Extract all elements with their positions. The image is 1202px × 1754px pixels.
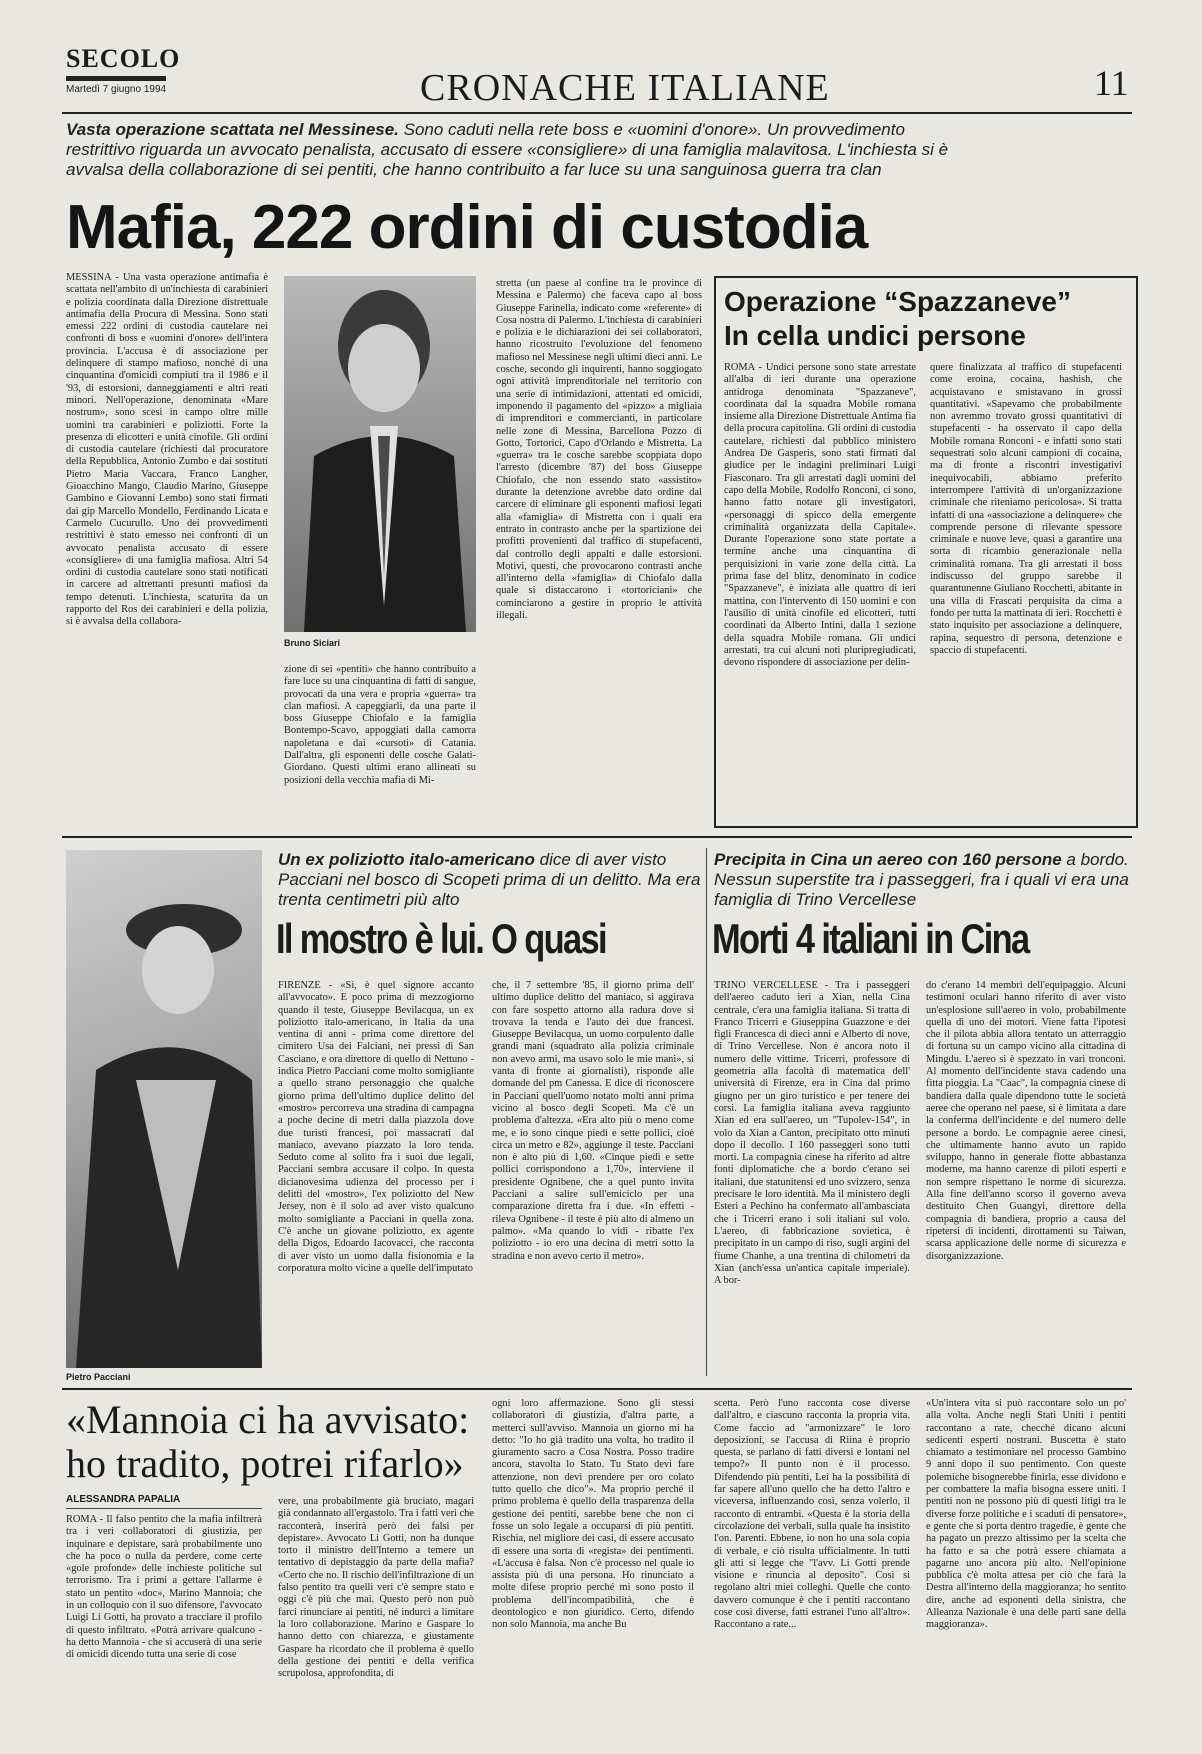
lower-rule [62, 1388, 1132, 1390]
lead-kicker [66, 120, 956, 180]
cina-kicker [714, 850, 1134, 910]
mannoia-column-4: scetta. Però l'uno racconta cose diverse dall'altro, e ciascuno racconta la propria vita. Come faccio ad "armonizzare" le loro deposizioni, se l'accusa di Riina è proprio questa, se parlano di fatti diversi e lontani nel tempo?» Il punto non è il processo. Difendendo più pentiti, Lei ha la possibilità di far sapere all'uno quello che ha detto l'altro e viceversa, influenzando così, senza volerlo, il racconto di entrambi. «Questa è la storia della circolazione dei verbali, sulla quale ha insistito l'on. Parenti. Ebbene, io non ho una sola copia di verbale, e ciò risulta ufficialmente. In tutti gli atti si legge che "l'avv. Li Gotti prende visione e rinuncia al deposito". Così si regolano altri miei colleghi. Quelle che conto davvero comunque è che i pentiti raccontano cose così diverse, fatti estranei l'uno all'altro». Raccontano a rate... [714, 1398, 910, 1631]
mostro-headline: Il mostro è lui. O quasi [276, 915, 606, 962]
mannoia-column-3: ogni loro affermazione. Sono gli stessi collaboratori di giustizia, d'altra parte, a metterci sull'avviso. Mannoia un giorno mi ha detto: "Io ho già tradito una volta, ho tradito il giuramento sacro a Cosa Nostra. Posso tradire ancora, stavolta lo Stato. Tu Stato devi fare attenzione, non devi prendere per oro colato tutto quello che dico"». Ma proprio perché il primo problema è quello della trasparenza della gestione dei pentiti, sarebbe bene che non ci fosse un solo legale a occuparsi di più pentiti. Rischia, nel migliore dei casi, di essere accusato di essere una sorta di «regista» dei pentimenti. «L'accusa è falsa. Non c'è processo nel quale io assista più di una persona. Ho rinunciato a molte difese proprio perché mi sono posto il problema dell'incompatibilità, che è deontologico e non giuridico. Certo, difendo non solo Mannoia, ma anche Bu [492, 1398, 694, 1631]
mannoia-column-5: «Un'intera vita si può raccontare solo un po' alla volta. Anche negli Stati Uniti i pentiti raccontano a rate, checché dicano alcuni sedicenti esperti nostrani. Buscetta è stato chiamato a testimoniare nel processo Gambino 9 anni dopo il suo pentimento. Con queste polemiche bisognerebbe finirla, esse dividono e per combattere la mafia bisogna essere uniti. I pentiti non ne possono più di questi litigi tra le diverse forze politiche e i scaduti di pensatore», e gente che si porta dentro tragedie, è gente che ha pagato un prezzo altissimo per la scelta che ha fatto e sa che potrà essere chiamata a pagarne uno ancora più alto. Nell'opinione pubblica c'è molta attesa per ciò che farà la Destra all'interno della maggioranza; ho sentito dire, anche ad esponenti della sinistra, che Alleanza Nazionale è una delle parti sane della maggioranza». [926, 1398, 1126, 1631]
masthead-bar [66, 76, 166, 81]
section-title: CRONACHE ITALIANE [420, 67, 830, 109]
mostro-kicker [278, 850, 708, 910]
cina-kicker-bold: Precipita in Cina un aereo con 160 persone [714, 850, 1062, 869]
photo-caption-siciari: Bruno Siciari [284, 638, 341, 648]
lead-column-3: stretta (un paese al confine tra le province di Messina e Palermo) che faceva capo al boss Giuseppe Farinella, indicato come «referente» di Cosa nostra di Palermo. L'inchiesta di carabinieri e polizia e le dichiarazioni dei sei collaboratori, hanno ricostruito l'evoluzione del fenomeno mafioso nel Messinese negli ultimi dieci anni. Le cosche, secondo gli inquirenti, hanno soggiogato ogni attività imprenditoriale nel territorio con una serie di intimidazioni, attentati ed omicidi, imponendo il pagamento del «pizzo» a migliaia di imprenditori e commercianti, in particolare nelle zone di Messina, Barcellona Pozzo di Gotto, Tortorici, Capo d'Orlando e Mistretta. La «guerra» tra le cosche sarebbe scoppiata dopo l'arresto (dicembre '87) del boss Giuseppe Chiofalo, che non essendo stato «assistito» durante la detenzione avrebbe dato ordine dal carcere di eliminare gli esponenti mafiosi legati alla «famiglia» di Mistretta con i quali era entrato in contrasto anche per la spartizione dei profitti provenienti dal traffico di stupefacenti, dal controllo degli appalti e dalle estorsioni. Motivi, questi, che provocarono contrasti anche all'interno della «famiglia» di Chiofalo dalla quale si distaccarono i «tortoriciani» che cominciarono a gestire in proprio le attività illegali. [496, 278, 702, 622]
cina-headline: Morti 4 italiani in Cina [712, 915, 1029, 962]
photo-bruno-siciari [284, 276, 476, 632]
spazzaneve-column-2: quere finalizzata al traffico di stupefacenti come eroina, cocaina, hashish, che acquistavano e smistavano in grossi quantitativi. «Sapevamo che probabilmente non avremmo trovato grossi quantitativi di stupefacenti - ha osservato il capo della Mobile romana Ronconi - e infatti sono stati sequestrati solo alcuni campioni di cocaina, ma di fronte a riscontri investigativi inequivocabili, abbiamo preferito interrompere l'attività di un'organizzazione criminale che riteniamo pericolosa». Si tratta infatti di una «associazione a delinquere» che comprende persone di rilevante spessore criminale e nuove leve, quasi a garantire una sorta di ricambio generazionale nella criminalità romana. Tra gli arrestati il boss indiscusso del gruppo sarebbe il quarantunenne Giuliano Rocchetti, abitante in una villa di Frascati perquisita da cima a fondo per tutta la mattinata di ieri. Rocchetti è stato inquisito per associazione a delinquere, rapina, sequestro di persona, detenzione e spaccio di stupefacenti. [930, 362, 1122, 656]
spazzaneve-title-1: Operazione “Spazzaneve” [724, 286, 1072, 317]
mostro-kicker-bold: Un ex poliziotto italo-americano [278, 850, 535, 869]
mid-rule [62, 836, 1132, 838]
photo-pietro-pacciani [66, 850, 262, 1368]
mannoia-column-1: ROMA - Il falso pentito che la mafia infiltrerà tra i veri collaboratori di giustizia, per inquinare e depistare, sarà probabilmente uno che ha poco o nulla da perdere, come certe «gole profonde» delle inchieste politiche sul terrorismo. Tra i primi a gettare l'allarme è stato un pentito «doc», Marino Mannoia; che in un colloquio con il suo difensore, l'avvocato Luigi Li Gotti, ha provato a tracciare il profilo di questo infiltrato. «Potrà arrivare qualcuno - ha detto Mannoia - che si accuserà di una serie di omicidi dicendo tutta una serie di cose [66, 1514, 262, 1661]
mostro-column-2: che, il 7 settembre '85, il giorno prima dell' ultimo duplice delitto del maniaco, si aggirava con fare sospetto attorno alla radura dove si trovava la tenda e l'auto dei due francesi. Giuseppe Bevilacqua, un uomo corpulento dalle grandi mani (squadrato alla polizia criminale non avevo armi, ma usavo solo le mie mani», si vanta di fronte ai giornalisti), risponde alle domande del pm Canessa. E dice di riconoscere in Pacciani quell'uomo notato molti anni prima vicino al bosco degli Scopeti. Ma c'è un problema d'altezza. «Era alto più o meno come me, e io sono cinque piedi e sette pollici, cioè circa un metro e 82», aggiunge il teste. Pacciani non è alto più di 1,60. «Cinque piedi e sette pollici corrispondono a 1,70», interviene il presidente Ognibene, che a quel punto invita Pacciani a salire sull'emiciclo per una comparazione diretta fra i due. «In effetti - rileva Ognibene - il teste è più alto di almeno un palmo». «Ma quando lo vidi - ribatte l'ex poliziotto - io ero una decina di metri sotto la stradina e non avevo certo il metro». [492, 980, 694, 1262]
lead-kicker-text: Sono caduti nella rete boss e «uomini d'onore». Un provvedimento restrittivo riguarda un avvocato penalista, accusato di essere «consigliere» di una famiglia malavitosa. L'inchiesta si è avvalsa della collaborazione di sei pentiti, che hanno contribuito a far luce su una sanguinosa guerra tra clan [66, 120, 949, 179]
masthead-name: SECOLO [66, 44, 181, 73]
mannoia-headline-1: «Mannoia ci ha avvisato: [66, 1397, 470, 1442]
mannoia-column-2: vere, una probabilmente già bruciato, magari già condannato all'ergastolo. Tra i fatti veri che racconterà, inserirà però dei falsi per depistare». Avvocato Li Gotti, non ha dunque torto il ministro dell'Interno a temere un tentativo di depistaggio da parte della mafia? «Certo che no. Il rischio dell'infiltrazione di un falso pentito tra quelli veri c'è sempre stato e oggi c'è più che mai. Questo però non può farci rinunciare ai pentiti, né indurci a limitare la loro collaborazione. Marino e Gaspare lo hanno detto con chiarezza, e giustamente Gaspare ha ricordato che il problema è quello della gestione dei pentiti e della verifica scrupolosa, approfondita, di [278, 1496, 474, 1680]
page-number: 11 [1094, 63, 1129, 103]
pacciani-illustration [66, 850, 262, 1368]
cina-column-1: TRINO VERCELLESE - Tra i passeggeri dell'aereo caduto ieri a Xian, nella Cina centrale, c'era una famiglia italiana. Si tratta di Franco Tricerri e Giuseppina Guazzone e dei figli Francesca di dieci anni e Alberto di nove, di Trino Vercellese. Non è ancora noto il numero delle vittime. Tricerri, professore di geometria alla facoltà di matematica dell' università di Firenze, era in Cina dal primo giugno per un giro turistico e per tenere dei corsi. La famiglia italiana aveva raggiunto Xian ed era sull'aereo, un "Tupolev-154", in volo da Xian a Canton, precipitato otto minuti dopo il decollo. I 160 passeggeri sono tutti morti. La compagnia cinese ha riferito ad altre fonti diplomatiche che a bordo c'erano sei italiani, due statunitensi ed uno svizzero, senza precisare le loro identità. Ma il ministero degli Esteri a Pechino ha confermato all'ambasciata che i Tricerri erano i soli italiani sul volo. L'aereo, di fabbricazione sovietica, è precipitato in un campo di riso, sugli argini del fiume Chanhe, a una trentina di chilometri da Xian (anch'essa un'antica capitale imperiale). A bor- [714, 980, 910, 1287]
lead-column-1: MESSINA - Una vasta operazione antimafia è scattata nell'ambito di un'inchiesta di carabinieri e polizia coordinata dalla Direzione distrettuale antimafia della Procura di Messina. Sono stati emessi 222 ordini di custodia cautelare nei confronti di boss e «uomini d'onore» dell'intera provincia. L'accusa è di associazione per delinquere di stampo mafioso, nonché di una cinquantina d'omicidi compiuti tra il 1986 e il '93, di estorsioni, danneggiamenti e altri reati minori. Nell'operazione, denominata «Mare nostrum», sono scesi in campo oltre mille uomini tra carabinieri e poliziotti. Forte la presenza di elicotteri e unità cinofile. Gli ordini di custodia cautelare (richiesti dal procuratore della Repubblica, Antonio Zumbo e dai sostituti Pietro Maria Vaccara, Franco Langher, Gioacchino Mango, Claudio Marino, Giuseppe Gambino e Giovanni Lembo) sono stati firmati dai gip Marcello Mondello, Ferdinando Licata e Carmelo Cucurullo. Uno dei provvedimenti restrittivi è stato emesso nei confronti di un avvocato penalista accusato di essere «consigliere» di una famiglia mafiosa. Altri 54 ordini di custodia cautelare sono stati notificati in carcere ad altrettanti presunti mafiosi da tempo detenuti. L'inchiesta, scaturita da un rapporto del Ros dei carabinieri e della polizia, si è avvalsa della collabora- [66, 272, 268, 628]
lead-kicker-bold: Vasta operazione scattata nel Messinese. [66, 120, 399, 139]
mostro-kicker-text: dice di aver visto Pacciani nel bosco di Scopeti prima di un delitto. Ma era trenta centimetri più alto [278, 850, 701, 909]
photo-caption-pacciani: Pietro Pacciani [66, 1372, 131, 1382]
spazzaneve-title-2: In cella undici persone [724, 320, 1026, 351]
lead-column-2: zione di sei «pentiti» che hanno contribuito a fare luce su una cinquantina di fatti di sangue, provocati da una vera e propria «guerra» tra clan mafiosi. A capeggiarli, da una parte il boss Giuseppe Chiofalo e la famiglia Bontempo-Scavo, appoggiati dalla camorra napoletana e dai «cursoti» di Catania. Dall'altra, gli esponenti delle cosche Galati-Giordano. Questi ultimi erano allineati su posizioni della vecchia mafia di Mi- [284, 664, 476, 786]
cina-column-2: do c'erano 14 membri dell'equipaggio. Alcuni testimoni oculari hanno riferito di aver visto un'esplosione sull'aereo in volo, probabilmente quella di uno dei motori. Viene fatta l'ipotesi che il pilota abbia allora tentato un atterraggio di fortuna su un campo vicino alla cittadina di Mingdu. L'aereo si è spezzato in vari tronconi. Al momento dell'incidente stava cadendo una fitta pioggia. La "Caac", la compagnia cinese di bandiera dalla quale dipendono tutte le società aeree che operano nel paese, si è limitata a dare la conferma dell'incidente e del numero delle persone a bordo. Le compagnie aeree cinesi, che ultimamente hanno avuto un rapido sviluppo, hanno in generale flotte abbastanza moderne, ma hanno carenze di piloti esperti e non sempre rispettano le norme di sicurezza. Alla fine dell'anno scorso il governo aveva destituito Chen Guangyi, direttore della compagnia di bandiera, proprio a causa del ripetersi di incidenti, dirottamenti su Taiwan, scarsa applicazione delle norme di sicurezza e disorganizzazione. [926, 980, 1126, 1262]
masthead-date: Martedì 7 giugno 1994 [66, 84, 167, 95]
byline-rule [66, 1508, 262, 1509]
mannoia-headline-2: ho tradito, potrei rifarlo» [66, 1441, 464, 1486]
column-divider [706, 848, 707, 1376]
mostro-column-1: FIRENZE - «Sì, è quel signore accanto all'avvocato». E poco prima di mezzogiorno quando il teste, Giuseppe Bevilacqua, un ex poliziotto italo-americano, in Italia da una ventina di anni - prima come direttore del cimitero Usa dei Falciani, nei pressi di San Casciano, e ora direttore di quello di Nettuno - indica Pietro Pacciani come molto somigliante a quello strano personaggio che qualche giorno prima dell'ultimo duplice delitto del «mostro» percorreva una stradina di campagna a poche decine di metri dalla piazzola dove due turisti francesi, poi massacrati dal maniaco, avevano piazzato la loro tenda. Seduto come al solito fra i suoi due legali, Pacciani sembra accusare il colpo. In questa dicianovesima udienza del processo per i delitti del «mostro», l'ex poliziotto del New Jersey, non è il solo ad aver visto qualcuno molto somigliante a Pacciani in quella zona. C'è anche un giovane poliziotto, ex agente della Digos, Edoardo Iacovacci, che racconta di aver visto un uomo dalla fisionomia e la corporatura molto vicine a quelle dell'imputato [278, 980, 474, 1274]
masthead-rule [62, 112, 1132, 114]
spazzaneve-column-1: ROMA - Undici persone sono state arrestate all'alba di ieri durante una operazione antidroga denominata "Spazzaneve", coordinata dal la squadra Mobile romana insieme alla Direzione Distrettuale Antima fia della procura capitolina. Gli ordini di custodia cautelare, richiesti dal pubblico ministero Andrea De Gasperis, sono stati firmati dal giudice per le indagini preliminari Luigi Fiasconaro. Tra gli arrestati dagli uomini del capo della Mobile, Rodolfo Ronconi, ci sono, hanno fatto notare gli investigatori, «personaggi di spicco della emergente criminalità organizzata della Capitale». Durante l'operazione sono state portate a termine anche una cinquantina di perquisizioni in varie zone della città. La prima fase del blitz, denominato in codice "Spazzaneve", è iniziata alle quattro di ieri mattina, con l'intervento di 150 uomini e con l'ausilio di unità cinofile ed elicotteri, tutti coordinati da Alberto Intini, dalla 1 sezione della squadra Mobile romana. Gli undici arrestati, tra cui alcuni noti pluripregiudicati, devono rispondere di associazione per delin- [724, 362, 916, 669]
lead-headline: Mafia, 222 ordini di custodia [66, 193, 868, 262]
mannoia-byline: ALESSANDRA PAPALIA [66, 1494, 181, 1505]
portrait-illustration [284, 276, 476, 632]
cina-kicker-text: a bordo. Nessun superstite tra i passeggeri, fra i quali vi era una famiglia di Trino Vercellese [714, 850, 1129, 909]
